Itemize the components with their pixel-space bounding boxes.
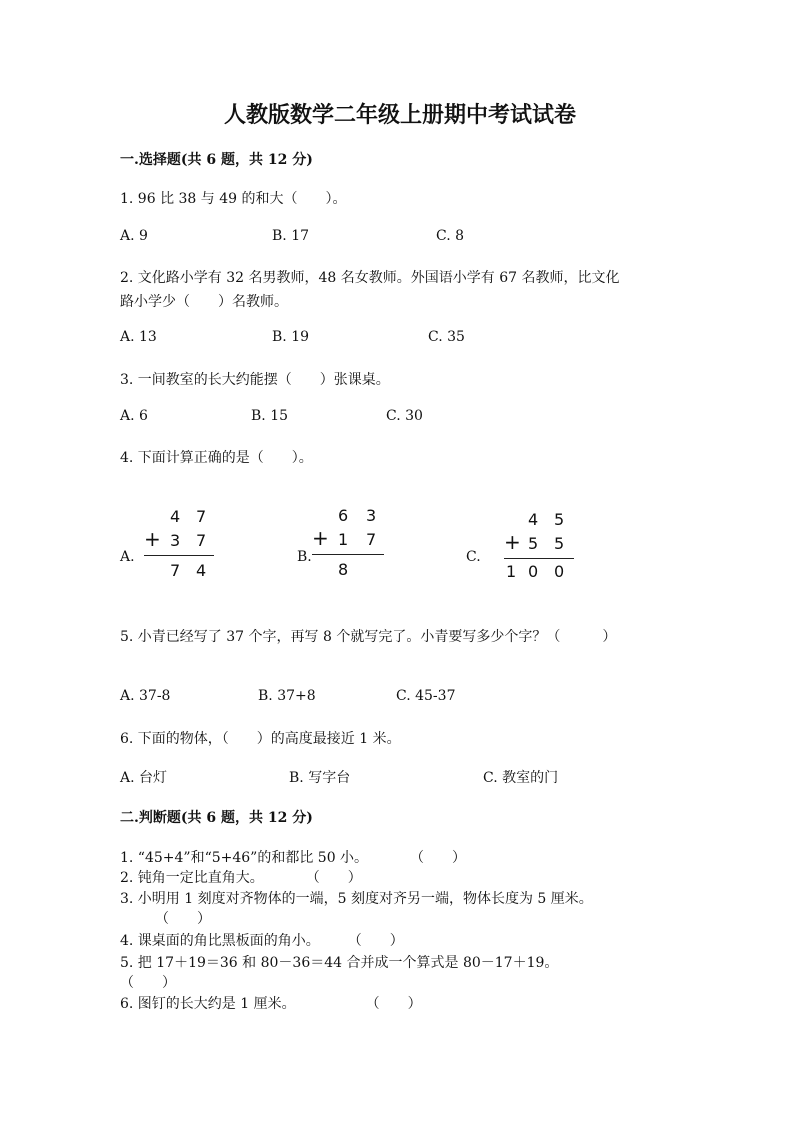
q4-option-b-label: B.: [297, 549, 312, 565]
judgement-3-blank: （ ）: [120, 911, 211, 927]
digit: 5: [528, 534, 539, 553]
digit: 1: [506, 562, 517, 581]
q3-option-b: B. 15: [251, 408, 289, 424]
question-3: 3. 一间教室的长大约能摆（ ）张课桌。: [120, 372, 390, 388]
question-6: 6. 下面的物体，（ ）的高度最接近 1 米。: [120, 731, 401, 747]
q3-option-a: A. 6: [120, 408, 148, 424]
digit: 7: [170, 561, 181, 580]
q3-option-c: C. 30: [386, 408, 423, 424]
judgement-1: 1. “45+4”和“5+46”的和都比 50 小。 （ ）: [120, 850, 467, 866]
q2-option-c: C. 35: [428, 329, 465, 345]
judgement-6: 6. 图钉的长大约是 1 厘米。 （ ）: [120, 996, 422, 1012]
q1-option-a: A. 9: [120, 228, 148, 244]
question-1: 1. 96 比 38 与 49 的和大（ ）。: [120, 191, 347, 207]
page-title: 人教版数学二年级上册期中考试试卷: [223, 102, 576, 128]
question-2-line-2: 路小学少（ ）名教师。: [120, 294, 288, 310]
digit: 7: [196, 531, 207, 550]
section-heading-choice: 一.选择题(共 6 题，共 12 分): [120, 152, 313, 168]
q5-option-b: B. 37+8: [258, 688, 316, 704]
digit: 7: [366, 530, 377, 549]
digit: 0: [528, 562, 539, 581]
digit: 3: [366, 506, 377, 525]
q2-option-a: A. 13: [120, 329, 157, 345]
q5-option-a: A. 37-8: [120, 688, 171, 704]
digit: 3: [170, 531, 181, 550]
judgement-4: 4. 课桌面的角比黑板面的角小。 （ ）: [120, 933, 404, 949]
digit: 4: [196, 561, 207, 580]
digit: 4: [170, 507, 181, 526]
judgement-5-blank: （ ）: [120, 975, 176, 991]
sum-line: [504, 558, 574, 559]
sum-line: [144, 555, 214, 556]
question-5: 5. 小青已经写了 37 个字，再写 8 个就写完了。小青要写多少个字？（ ）: [120, 629, 617, 645]
plus-sign: +: [144, 527, 161, 551]
digit: 6: [338, 506, 349, 525]
digit: 7: [196, 507, 207, 526]
question-2-line-1: 2. 文化路小学有 32 名男教师，48 名女教师。外国语小学有 67 名教师，比文化: [120, 270, 620, 286]
sum-line: [312, 554, 384, 555]
q4-option-a-label: A.: [120, 549, 135, 565]
q1-option-c: C. 8: [436, 228, 465, 244]
q6-option-b: B. 写字台: [289, 770, 351, 786]
digit: 4: [528, 510, 539, 529]
judgement-5: 5. 把 17＋19＝36 和 80－36＝44 合并成一个算式是 80－17＋19。: [120, 955, 559, 971]
q5-option-c: C. 45-37: [396, 688, 456, 704]
digit: 0: [554, 562, 565, 581]
digit: 5: [554, 510, 565, 529]
plus-sign: +: [312, 526, 329, 550]
q4-option-b-arithmetic: [310, 504, 390, 584]
question-4: 4. 下面计算正确的是（ ）。: [120, 450, 313, 466]
q4-option-c-arithmetic: [502, 508, 582, 588]
q6-option-c: C. 教室的门: [483, 770, 559, 786]
q4-option-c-label: C.: [466, 549, 481, 565]
plus-sign: +: [504, 530, 521, 554]
q1-option-b: B. 17: [272, 228, 310, 244]
digit: 8: [338, 560, 349, 579]
section-heading-judgement: 二.判断题(共 6 题，共 12 分): [120, 810, 313, 826]
q4-option-a-arithmetic: [140, 505, 220, 585]
q6-option-a: A. 台灯: [120, 770, 168, 786]
q2-option-b: B. 19: [272, 329, 310, 345]
judgement-3: 3. 小明用 1 刻度对齐物体的一端，5 刻度对齐另一端，物体长度为 5 厘米。: [120, 891, 593, 907]
digit: 5: [554, 534, 565, 553]
judgement-2: 2. 钝角一定比直角大。 （ ）: [120, 870, 362, 886]
digit: 1: [338, 530, 349, 549]
